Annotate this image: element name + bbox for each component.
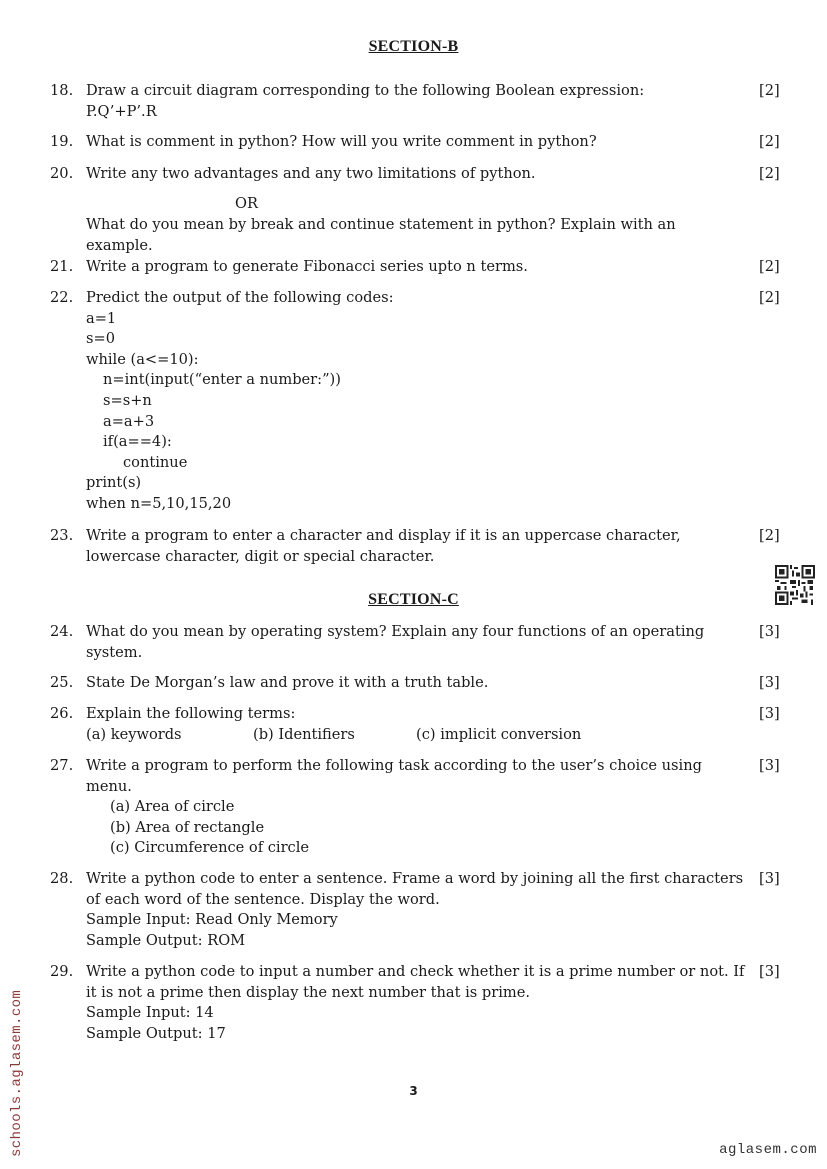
question-text: Write a python code to enter a sentence. Frame a word by joining all the first characters xyxy=(86,870,744,887)
menu-option: (b) Area of rectangle xyxy=(110,818,265,836)
question-number: 25. xyxy=(50,674,74,691)
code-line: if(a==4): xyxy=(103,433,172,451)
code-line: print(s) xyxy=(86,474,142,492)
question-number: 29. xyxy=(50,963,74,980)
marks: [2] xyxy=(759,165,780,182)
question-text: system. xyxy=(86,643,143,661)
question-text: What is comment in python? How will you write comment in python? xyxy=(86,133,597,150)
term-b: (b) Identifiers xyxy=(253,725,355,743)
question-text: it is not a prime then display the next number that is prime. xyxy=(86,983,531,1001)
code-line: n=int(input(“enter a number:”)) xyxy=(103,371,341,389)
marks: [2] xyxy=(759,133,780,150)
marks: [3] xyxy=(759,757,780,774)
question-text: Write a python code to input a number and check whether it is a prime number or not. If xyxy=(86,963,745,980)
or-separator: OR xyxy=(235,195,258,212)
marks: [3] xyxy=(759,963,780,980)
question-text: menu. xyxy=(86,777,132,795)
question-text: Explain the following terms: xyxy=(86,705,296,722)
sample-output: Sample Output: 17 xyxy=(86,1024,226,1042)
question-text: Write any two advantages and any two limitations of python. xyxy=(86,165,536,182)
question-text: lowercase character, digit or special character. xyxy=(86,547,435,565)
marks: [3] xyxy=(759,674,780,691)
question-text: Predict the output of the following codes: xyxy=(86,289,394,306)
question-text: Write a program to perform the following task according to the user’s choice using xyxy=(86,757,702,774)
question-text: Write a program to enter a character and display if it is an uppercase character, xyxy=(86,527,681,544)
sample-input: Sample Input: Read Only Memory xyxy=(86,911,338,929)
question-number: 22. xyxy=(50,289,74,306)
question-number: 18. xyxy=(50,82,74,99)
section-b-title: SECTION-B xyxy=(368,38,459,55)
menu-option: (c) Circumference of circle xyxy=(110,839,310,857)
question-number: 26. xyxy=(50,705,74,722)
watermark-bottom: aglasem.com xyxy=(719,1142,817,1158)
code-line: s=0 xyxy=(86,330,116,348)
section-c-title: SECTION-C xyxy=(368,591,459,608)
term-c: (c) implicit conversion xyxy=(416,725,582,743)
menu-option: (a) Area of circle xyxy=(110,798,235,816)
boolean-expression: P.Q’+P’.R xyxy=(86,102,157,120)
question-number: 20. xyxy=(50,165,74,182)
question-text: of each word of the sentence. Display the word. xyxy=(86,890,440,908)
code-line: a=a+3 xyxy=(103,412,155,430)
question-text: What do you mean by operating system? Explain any four functions of an operating xyxy=(86,623,705,640)
watermark-side: schools.aglasem.com xyxy=(9,989,25,1157)
marks: [2] xyxy=(759,289,780,306)
code-line: when n=5,10,15,20 xyxy=(86,494,232,512)
question-text: Draw a circuit diagram corresponding to the following Boolean expression: xyxy=(86,82,645,99)
question-number: 24. xyxy=(50,623,74,640)
question-number: 21. xyxy=(50,258,74,275)
marks: [2] xyxy=(759,527,780,544)
code-line: while (a<=10): xyxy=(86,350,199,368)
question-text: State De Morgan’s law and prove it with a truth table. xyxy=(86,674,489,691)
code-line: continue xyxy=(123,453,188,471)
question-text: Write a program to generate Fibonacci series upto n terms. xyxy=(86,258,528,275)
marks: [2] xyxy=(759,258,780,275)
sample-input: Sample Input: 14 xyxy=(86,1004,214,1022)
question-number: 28. xyxy=(50,870,74,887)
question-text: What do you mean by break and continue statement in python? Explain with an xyxy=(86,216,676,233)
marks: [2] xyxy=(759,82,780,99)
question-number: 23. xyxy=(50,527,74,544)
terms-row xyxy=(86,725,746,746)
question-text: example. xyxy=(86,236,153,254)
sample-output: Sample Output: ROM xyxy=(86,931,246,949)
code-line: s=s+n xyxy=(103,391,152,409)
code-block xyxy=(86,288,746,515)
code-line: a=1 xyxy=(86,309,117,327)
marks: [3] xyxy=(759,705,780,722)
page-number: 3 xyxy=(409,1084,418,1098)
question-number: 19. xyxy=(50,133,74,150)
marks: [3] xyxy=(759,870,780,887)
marks: [3] xyxy=(759,623,780,640)
term-a: (a) keywords xyxy=(86,725,182,743)
question-number: 27. xyxy=(50,757,74,774)
